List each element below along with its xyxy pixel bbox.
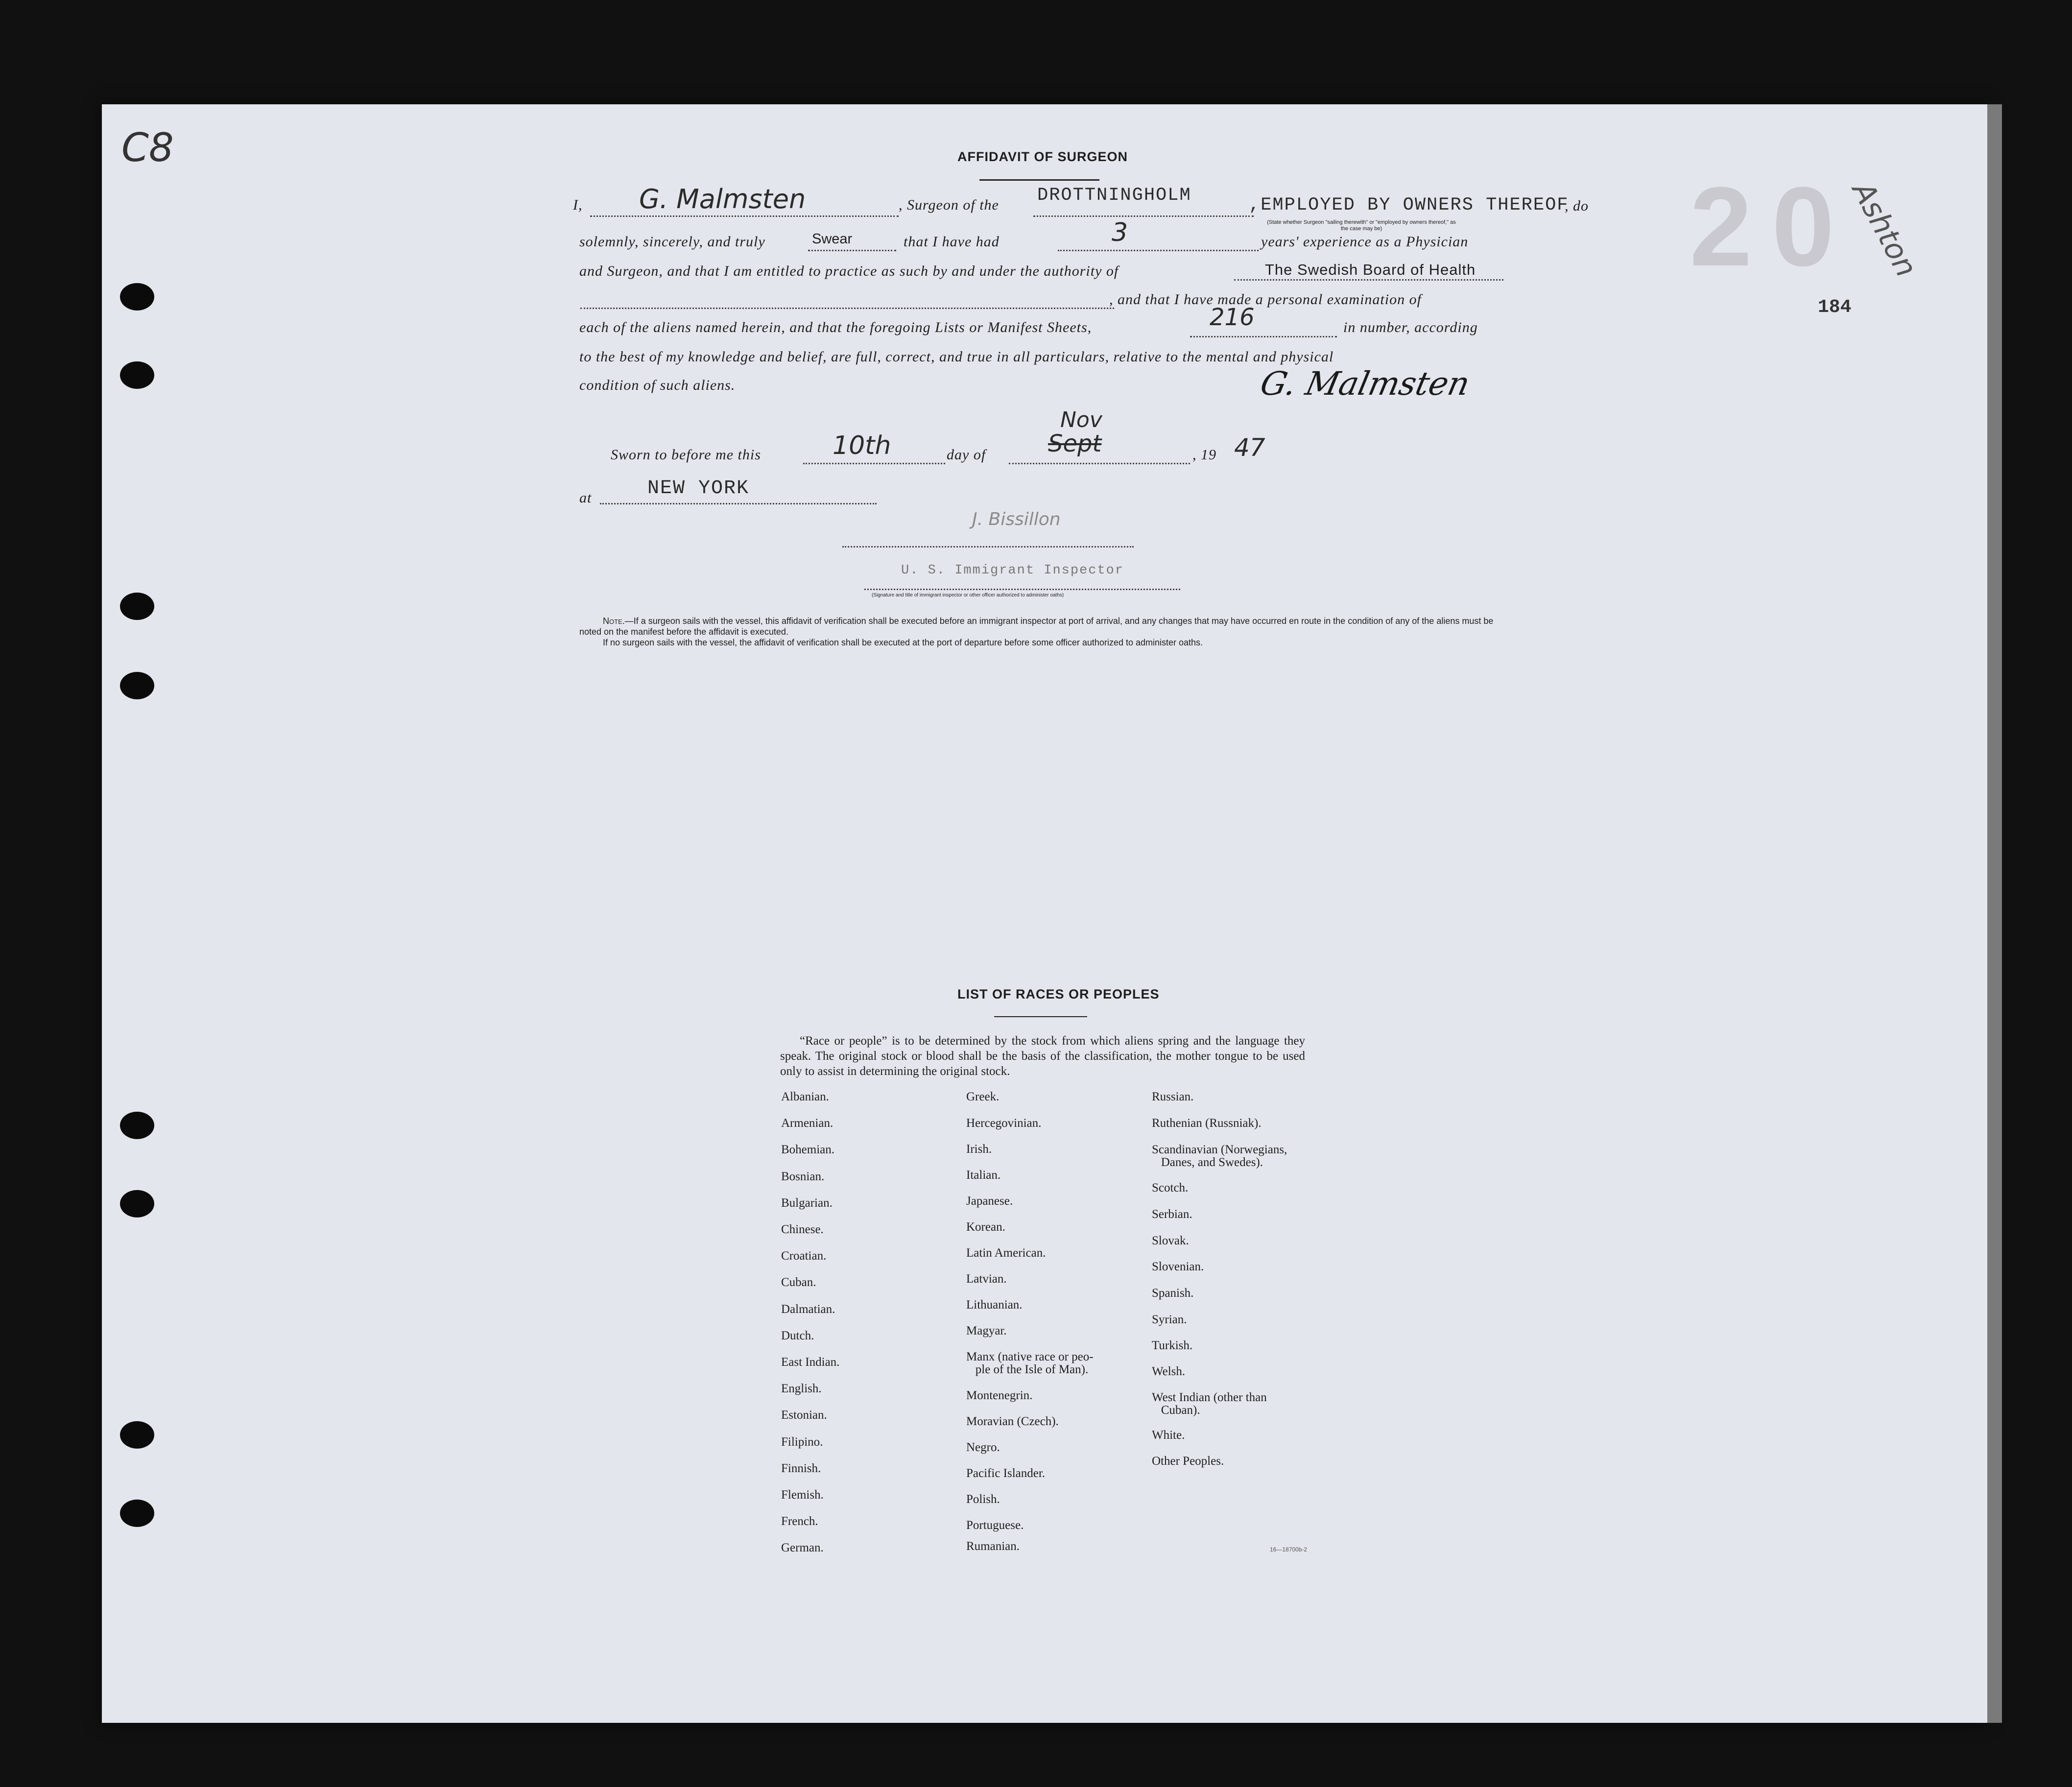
race-item: Lithuanian. <box>966 1298 1023 1311</box>
oath-word: Swear <box>812 231 853 247</box>
race-item: White. <box>1152 1429 1185 1442</box>
race-item: Irish. <box>966 1143 992 1156</box>
races-title-underline <box>994 1016 1087 1017</box>
fill-line <box>864 589 1180 590</box>
race-item: Other Peoples. <box>1152 1454 1224 1468</box>
race-item: East Indian. <box>781 1356 840 1369</box>
race-item: Ruthenian (Russniak). <box>1152 1117 1262 1130</box>
ghost-stamp-number: 20 <box>1690 164 1854 289</box>
race-item: Montenegrin. <box>966 1389 1033 1402</box>
line7: condition of such aliens. <box>579 377 736 393</box>
race-item: Chinese. <box>781 1223 824 1236</box>
punch-hole <box>120 1421 154 1449</box>
sworn-month: Nov <box>1060 407 1102 432</box>
race-item: Pacific Islander. <box>966 1467 1046 1480</box>
race-item: Bulgarian. <box>781 1196 833 1210</box>
note-paragraph-2: If no surgeon sails with the vessel, the affidavit of verification shall be executed at the port of departure before some officer authorized to administer oaths. <box>603 638 1203 647</box>
line2-mid: that I have had <box>904 234 1000 250</box>
race-item: Croatian. <box>781 1249 827 1263</box>
race-item: Slovak. <box>1152 1234 1189 1247</box>
races-title: LIST OF RACES OR PEOPLES <box>957 987 1160 1001</box>
note-text-1: —If a surgeon sails with the vessel, this affidavit of verification shall be executed before an immigrant inspector at port of arrival, and any changes that may have occurred en route in the condition of any of the aliens must be noted on the manifest before the affidavit is executed. <box>579 616 1494 637</box>
fill-line <box>842 546 1134 548</box>
race-item: Syrian. <box>1152 1313 1187 1326</box>
sworn-year: 47 <box>1234 433 1265 462</box>
affidavit-title: AFFIDAVIT OF SURGEON <box>957 149 1128 164</box>
race-item: West Indian (other than Cuban). <box>1152 1391 1267 1417</box>
race-item: Manx (native race or peo- ple of the Isle of Man). <box>966 1350 1094 1376</box>
race-item: Bohemian. <box>781 1143 835 1156</box>
line1-suffix: , do <box>1565 198 1589 214</box>
race-item: Greek. <box>966 1090 1000 1103</box>
licensing-authority: The Swedish Board of Health <box>1265 261 1476 278</box>
years-experience: 3 <box>1112 218 1128 247</box>
inspector-signature: J. Bissillon <box>972 509 1061 529</box>
race-item: Scandinavian (Norwegians, Danes, and Swedes). <box>1152 1143 1287 1169</box>
race-item: Hercegovinian. <box>966 1117 1042 1130</box>
fill-line <box>1033 215 1254 217</box>
race-item: Italian. <box>966 1168 1001 1182</box>
fill-line <box>1009 463 1190 464</box>
punch-hole <box>120 1500 154 1527</box>
sworn-day-of: day of <box>947 447 986 463</box>
fill-line <box>1190 336 1337 337</box>
punch-hole <box>120 672 154 699</box>
fill-line <box>1058 250 1259 251</box>
fill-line <box>1234 279 1503 281</box>
race-item: German. <box>781 1541 824 1554</box>
sworn-day: 10th <box>833 431 891 460</box>
race-item: Japanese. <box>966 1194 1013 1208</box>
page-edge <box>1987 104 2002 1723</box>
document-page <box>102 104 1987 1723</box>
sworn-year-prefix: , 19 <box>1192 447 1216 463</box>
punch-hole <box>120 593 154 620</box>
race-item: Spanish. <box>1152 1287 1194 1300</box>
line3-prefix: and Surgeon, and that I am entitled to practice as such by and under the authority of <box>579 263 1119 279</box>
line2-prefix: solemnly, sincerely, and truly <box>579 234 765 250</box>
punch-hole <box>120 1190 154 1217</box>
punch-hole <box>120 361 154 389</box>
race-item: English. <box>781 1382 822 1395</box>
fill-line <box>580 308 1114 309</box>
race-item: Portuguese. <box>966 1519 1024 1532</box>
race-item: Filipino. <box>781 1435 823 1449</box>
race-item: French. <box>781 1515 818 1528</box>
inspector-caption: (Signature and title of immigrant inspector or other officer authorized to administer oaths) <box>872 593 1064 598</box>
line1-mid: , Surgeon of the <box>899 197 999 213</box>
line1-prefix: I, <box>573 197 583 213</box>
inspector-title: U. S. Immigrant Inspector <box>901 563 1124 578</box>
race-item: Slovenian. <box>1152 1260 1204 1273</box>
race-item: Welsh. <box>1152 1365 1186 1378</box>
place-city: NEW YORK <box>647 477 750 500</box>
note-paragraph-1 <box>579 616 1507 637</box>
punch-hole <box>120 283 154 310</box>
race-item: Bosnian. <box>781 1170 825 1183</box>
race-item: Scotch. <box>1152 1181 1189 1194</box>
margin-note-left: C8 <box>121 125 174 170</box>
race-item: Moravian (Czech). <box>966 1415 1059 1428</box>
race-item: Magyar. <box>966 1324 1007 1337</box>
fill-line <box>600 503 877 504</box>
employment-status: ,EMPLOYED BY OWNERS THEREOF <box>1249 195 1569 215</box>
race-item: Latvian. <box>966 1272 1007 1286</box>
sworn-month-struck: Sept <box>1048 430 1102 457</box>
title-underline <box>979 179 1099 181</box>
race-item: Russian. <box>1152 1090 1194 1103</box>
race-item: Flemish. <box>781 1488 824 1501</box>
fill-line <box>803 463 945 464</box>
employment-note: (State whether Surgeon "sailing therewith" or "employed by owners thereof," as the case may be) <box>1267 219 1456 232</box>
race-item: Finnish. <box>781 1462 821 1475</box>
fill-line <box>808 250 896 251</box>
fill-line <box>590 215 899 217</box>
race-item: Armenian. <box>781 1117 834 1130</box>
line6: to the best of my knowledge and belief, are full, correct, and true in all particulars, relative to the mental and physical <box>579 349 1334 365</box>
page-number: 184 <box>1818 297 1852 318</box>
place-prefix: at <box>579 490 592 506</box>
races-intro: “Race or people” is to be determined by the stock from which aliens spring and the language they speak. The original stock or blood shall be the basis of the classification, the mother tongue to be used only to assist in determining the original stock. <box>780 1034 1305 1078</box>
race-item: Dalmatian. <box>781 1303 835 1316</box>
line5-suffix: in number, according <box>1343 319 1478 335</box>
punch-hole <box>120 1112 154 1139</box>
note-label: Note. <box>603 616 625 626</box>
race-item: Rumanian. <box>966 1540 1020 1553</box>
surgeon-signature: G. Malmsten <box>1257 365 1474 403</box>
race-item: Cuban. <box>781 1276 816 1289</box>
margin-note-right: Ashton <box>1845 176 1924 283</box>
vessel-name: DROTTNINGHOLM <box>1037 185 1191 206</box>
line4: , and that I have made a personal examination of <box>1109 291 1422 308</box>
race-item: Dutch. <box>781 1329 814 1342</box>
race-item: Albanian. <box>781 1090 829 1103</box>
sworn-prefix: Sworn to before me this <box>611 447 761 463</box>
race-item: Latin American. <box>966 1246 1046 1260</box>
manifest-sheets: 216 <box>1210 304 1255 331</box>
race-item: Korean. <box>966 1220 1005 1234</box>
race-item: Turkish. <box>1152 1339 1193 1352</box>
race-item: Polish. <box>966 1493 1000 1506</box>
race-item: Serbian. <box>1152 1208 1192 1221</box>
surgeon-name: G. Malmsten <box>639 184 806 214</box>
form-code: 16—18700b-2 <box>1270 1546 1308 1553</box>
line2-suffix: years' experience as a Physician <box>1261 234 1469 250</box>
race-item: Negro. <box>966 1441 1000 1454</box>
race-item: Estonian. <box>781 1408 827 1422</box>
line5-prefix: each of the aliens named herein, and that the foregoing Lists or Manifest Sheets, <box>579 319 1092 335</box>
